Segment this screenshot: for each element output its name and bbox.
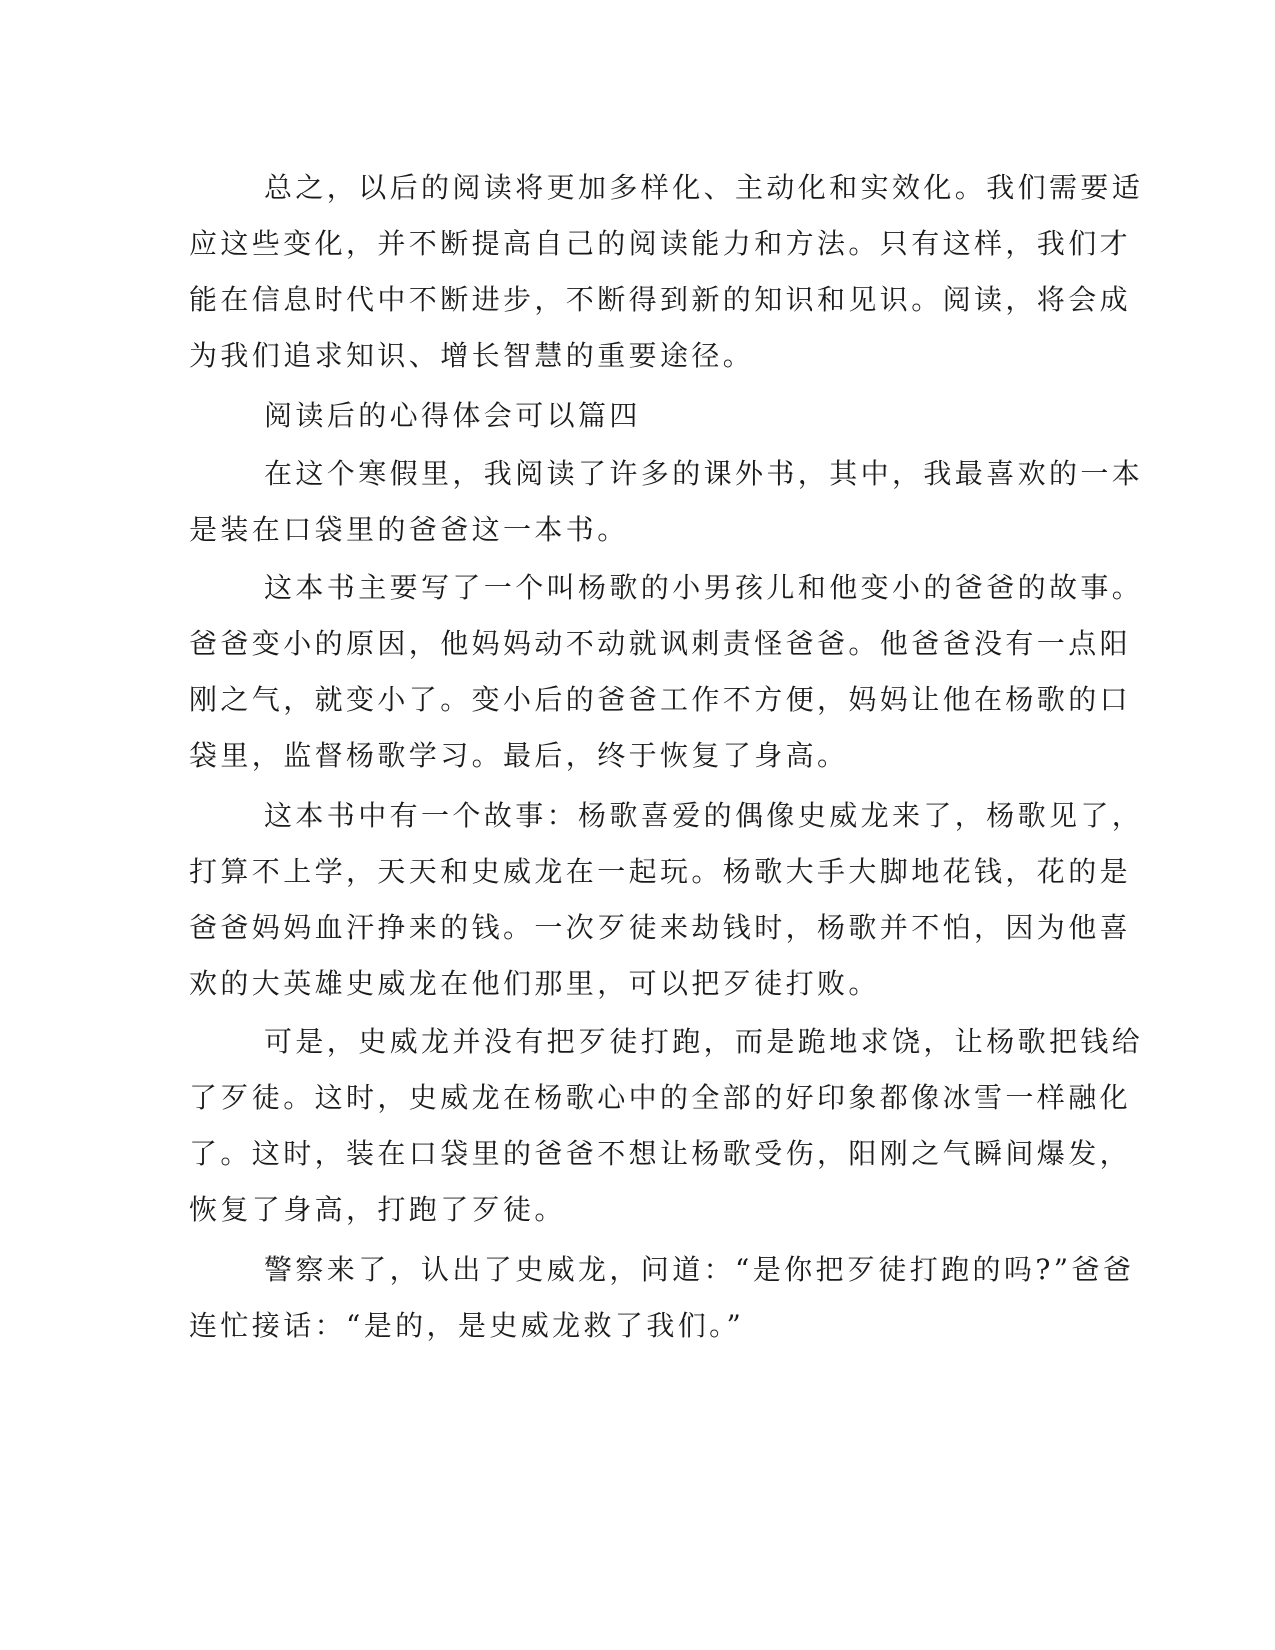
paragraph-robbery-line-1: 可是，史威龙并没有把歹徒打跑，而是跪地求饶，让杨歌把钱给 xyxy=(264,1025,1144,1058)
paragraph-story-line-3: 刚之气，就变小了。变小后的爸爸工作不方便，妈妈让他在杨歌的口 xyxy=(189,683,1132,716)
section-heading: 阅读后的心得体会可以篇四 xyxy=(264,399,641,432)
paragraph-summary-line-1: 总之，以后的阅读将更加多样化、主动化和实效化。我们需要适 xyxy=(264,171,1144,204)
paragraph-story-line-2: 爸爸变小的原因，他妈妈动不动就讽刺责怪爸爸。他爸爸没有一点阳 xyxy=(189,627,1132,660)
paragraph-summary-line-2: 应这些变化，并不断提高自己的阅读能力和方法。只有这样，我们才 xyxy=(189,227,1132,260)
paragraph-story-line-1: 这本书主要写了一个叫杨歌的小男孩儿和他变小的爸爸的故事。 xyxy=(264,571,1144,604)
paragraph-robbery-line-4: 恢复了身高，打跑了歹徒。 xyxy=(189,1193,566,1226)
paragraph-police-line-2: 连忙接话：“是的，是史威龙救了我们。” xyxy=(189,1309,745,1342)
paragraph-intro-line-1: 在这个寒假里，我阅读了许多的课外书，其中，我最喜欢的一本 xyxy=(264,457,1144,490)
paragraph-idol-line-2: 打算不上学，天天和史威龙在一起玩。杨歌大手大脚地花钱，花的是 xyxy=(189,855,1132,888)
paragraph-robbery-line-2: 了歹徒。这时，史威龙在杨歌心中的全部的好印象都像冰雪一样融化 xyxy=(189,1081,1132,1114)
paragraph-idol-line-1: 这本书中有一个故事：杨歌喜爱的偶像史威龙来了，杨歌见了， xyxy=(264,799,1144,832)
paragraph-robbery-line-3: 了。这时，装在口袋里的爸爸不想让杨歌受伤，阳刚之气瞬间爆发， xyxy=(189,1137,1132,1170)
paragraph-police-line-1: 警察来了，认出了史威龙，问道：“是你把歹徒打跑的吗?”爸爸 xyxy=(264,1253,1135,1286)
paragraph-intro-line-2: 是装在口袋里的爸爸这一本书。 xyxy=(189,513,629,546)
paragraph-story-line-4: 袋里，监督杨歌学习。最后，终于恢复了身高。 xyxy=(189,739,849,772)
paragraph-summary-line-4: 为我们追求知识、增长智慧的重要途径。 xyxy=(189,339,755,372)
paragraph-summary-line-3: 能在信息时代中不断进步，不断得到新的知识和见识。阅读，将会成 xyxy=(189,283,1132,316)
paragraph-idol-line-3: 爸爸妈妈血汗挣来的钱。一次歹徒来劫钱时，杨歌并不怕，因为他喜 xyxy=(189,911,1132,944)
paragraph-idol-line-4: 欢的大英雄史威龙在他们那里，可以把歹徒打败。 xyxy=(189,967,880,1000)
